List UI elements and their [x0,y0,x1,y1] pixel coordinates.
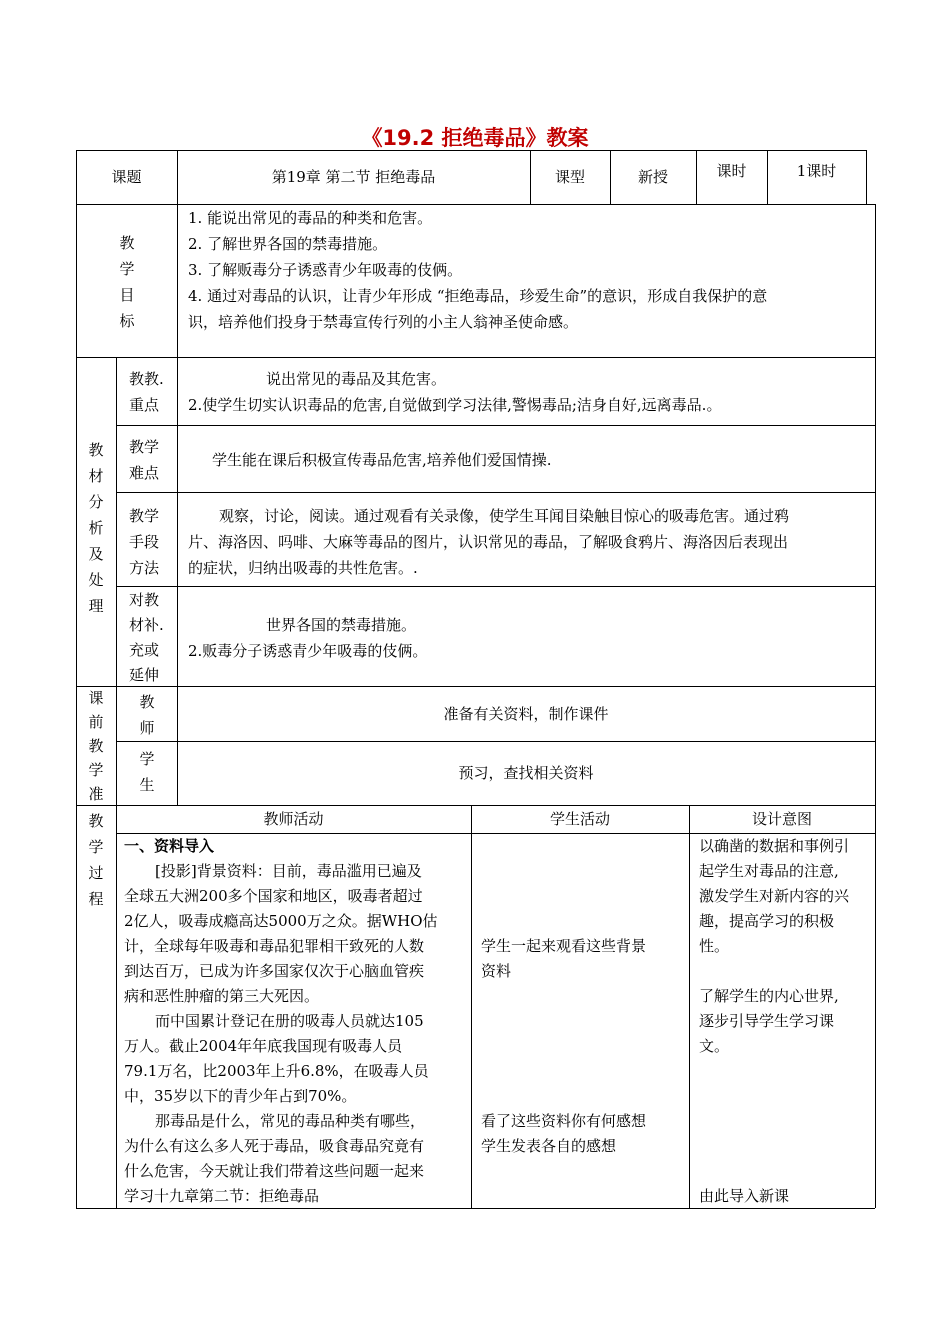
hours-label: 课时 [716,162,747,180]
teacher-line: 全球五大洲200多个国家和地区，吸毒者超过 [124,887,423,905]
teacher-prep-text: 准备有关资料，制作课件 [443,705,609,723]
methods-text: 片、海洛因、吗啡、大麻等毒品的图片，认识常见的毒品，了解吸食鸦片、海洛因后表现出 [188,533,789,551]
teacher-line: 计，全球每年吸毒和毒品犯罪相干致死的人数 [124,937,425,955]
methods-text: 的症状，归纳出吸毒的共性危害。. [188,559,418,577]
teacher-line: 学习十九章第二节：拒绝毒品 [124,1187,320,1205]
student-line: 资料 [481,962,512,980]
col-header-student: 学生活动 [549,810,610,828]
design-line: 文。 [699,1037,730,1055]
design-line: 激发学生对新内容的兴 [699,887,850,905]
teacher-prep-label: 教 师 [139,693,155,737]
objective-item: 1. 能说出常见的毒品的种类和危害。 [188,209,433,227]
objective-item: 识，培养他们投身于禁毒宣传行列的小主人翁神圣使命感。 [188,313,579,331]
focus-text: 2.使学生切实认识毒品的危害,自觉做到学习法律,警惕毒品;洁身自好,远离毒品.。 [188,396,722,414]
section-heading: 一、资料导入 [124,837,215,855]
methods-text: 观察，讨论，阅读。通过观看有关录像，使学生耳闻目染触目惊心的吸毒危害。通过鸦 [219,507,790,525]
student-line: 学生发表各自的感想 [481,1137,617,1155]
difficulty-label-line: 难点 [129,464,160,482]
design-line: 了解学生的内心世界, [699,987,839,1005]
page-title: 《19.2 拒绝毒品》教案 [361,126,589,150]
teacher-line: 2亿人，吸毒成瘾高达5000万之众。据WHO估 [124,912,438,930]
design-line: 由此导入新课 [699,1187,790,1205]
objective-item: 3. 了解贩毒分子诱惑青少年吸毒的伎俩。 [188,261,463,279]
objective-item: 2. 了解世界各国的禁毒措施。 [188,235,388,253]
supplement-label-line: 延伸 [129,666,160,684]
teacher-line: 什么危害，今天就让我们带着这些问题一起来 [124,1162,425,1180]
teacher-line: 到达百万，已成为许多国家仅次于心脑血管疾 [124,962,425,980]
teacher-line: 那毒品是什么，常见的毒品种类有哪些， [155,1112,426,1130]
design-line: 趣，提高学习的积极 [699,912,835,930]
methods-label-line: 手段 [129,533,160,551]
hours-value: 1课时 [796,162,837,180]
col-header-teacher: 教师活动 [263,810,324,828]
teacher-line: 为什么有这么多人死于毒品，吸食毒品究竟有 [124,1137,425,1155]
focus-text: 说出常见的毒品及其危害。 [266,370,447,388]
difficulty-text: 学生能在课后积极宣传毒品危害,培养他们爱国情操. [212,451,552,469]
topic-label: 课题 [111,168,142,186]
col-header-design: 设计意图 [751,810,812,828]
design-line: 逐步引导学生学习课 [699,1012,835,1030]
methods-label-line: 方法 [129,559,160,577]
teacher-line: 而中国累计登记在册的吸毒人员就达105 [155,1012,424,1030]
student-line: 看了这些资料你有何感想 [481,1112,647,1130]
teacher-line: 病和恶性肿瘤的第三大死因。 [124,987,320,1005]
focus-label-line: 重点 [129,396,160,414]
preparation-group-label: 课 前 教 学 准 [88,689,104,803]
design-line: 性。 [699,937,730,955]
type-label: 课型 [554,168,585,186]
difficulty-label-line: 教学 [129,438,160,456]
methods-label-line: 教学 [129,507,160,525]
teacher-line: 79.1万名，比2003年上升6.8%，在吸毒人员 [124,1062,429,1080]
objectives-label: 教 学 目 标 [119,234,135,330]
teacher-line: [投影]背景资料：目前，毒品滥用已遍及 [155,862,422,880]
analysis-group-label: 教 材 分 析 及 处 理 [88,441,104,615]
student-prep-label: 学 生 [139,750,155,794]
student-line: 学生一起来观看这些背景 [481,937,647,955]
type-value: 新授 [637,168,668,186]
supplement-label-line: 对教 [129,591,160,609]
process-group-label: 教 学 过 程 [88,812,104,908]
supplement-label-line: 材补. [129,616,164,634]
supplement-text: 2.贩毒分子诱惑青少年吸毒的伎俩。 [188,642,428,660]
student-prep-text: 预习，查找相关资料 [458,764,594,782]
teacher-line: 万人。截止2004年年底我国现有吸毒人员 [124,1037,403,1055]
topic-value: 第19章 第二节 拒绝毒品 [271,168,436,186]
objective-item: 4. 通过对毒品的认识，让青少年形成 “拒绝毒品，珍爱生命”的意识，形成自我保护的意 [188,287,768,305]
supplement-text: 世界各国的禁毒措施。 [266,616,417,634]
focus-label-line: 教教. [129,370,164,388]
teacher-line: 中，35岁以下的青少年占到70%。 [124,1087,357,1105]
design-line: 以确凿的数据和事例引 [699,837,850,855]
supplement-label-line: 充或 [129,641,160,659]
design-line: 起学生对毒品的注意, [699,862,839,880]
